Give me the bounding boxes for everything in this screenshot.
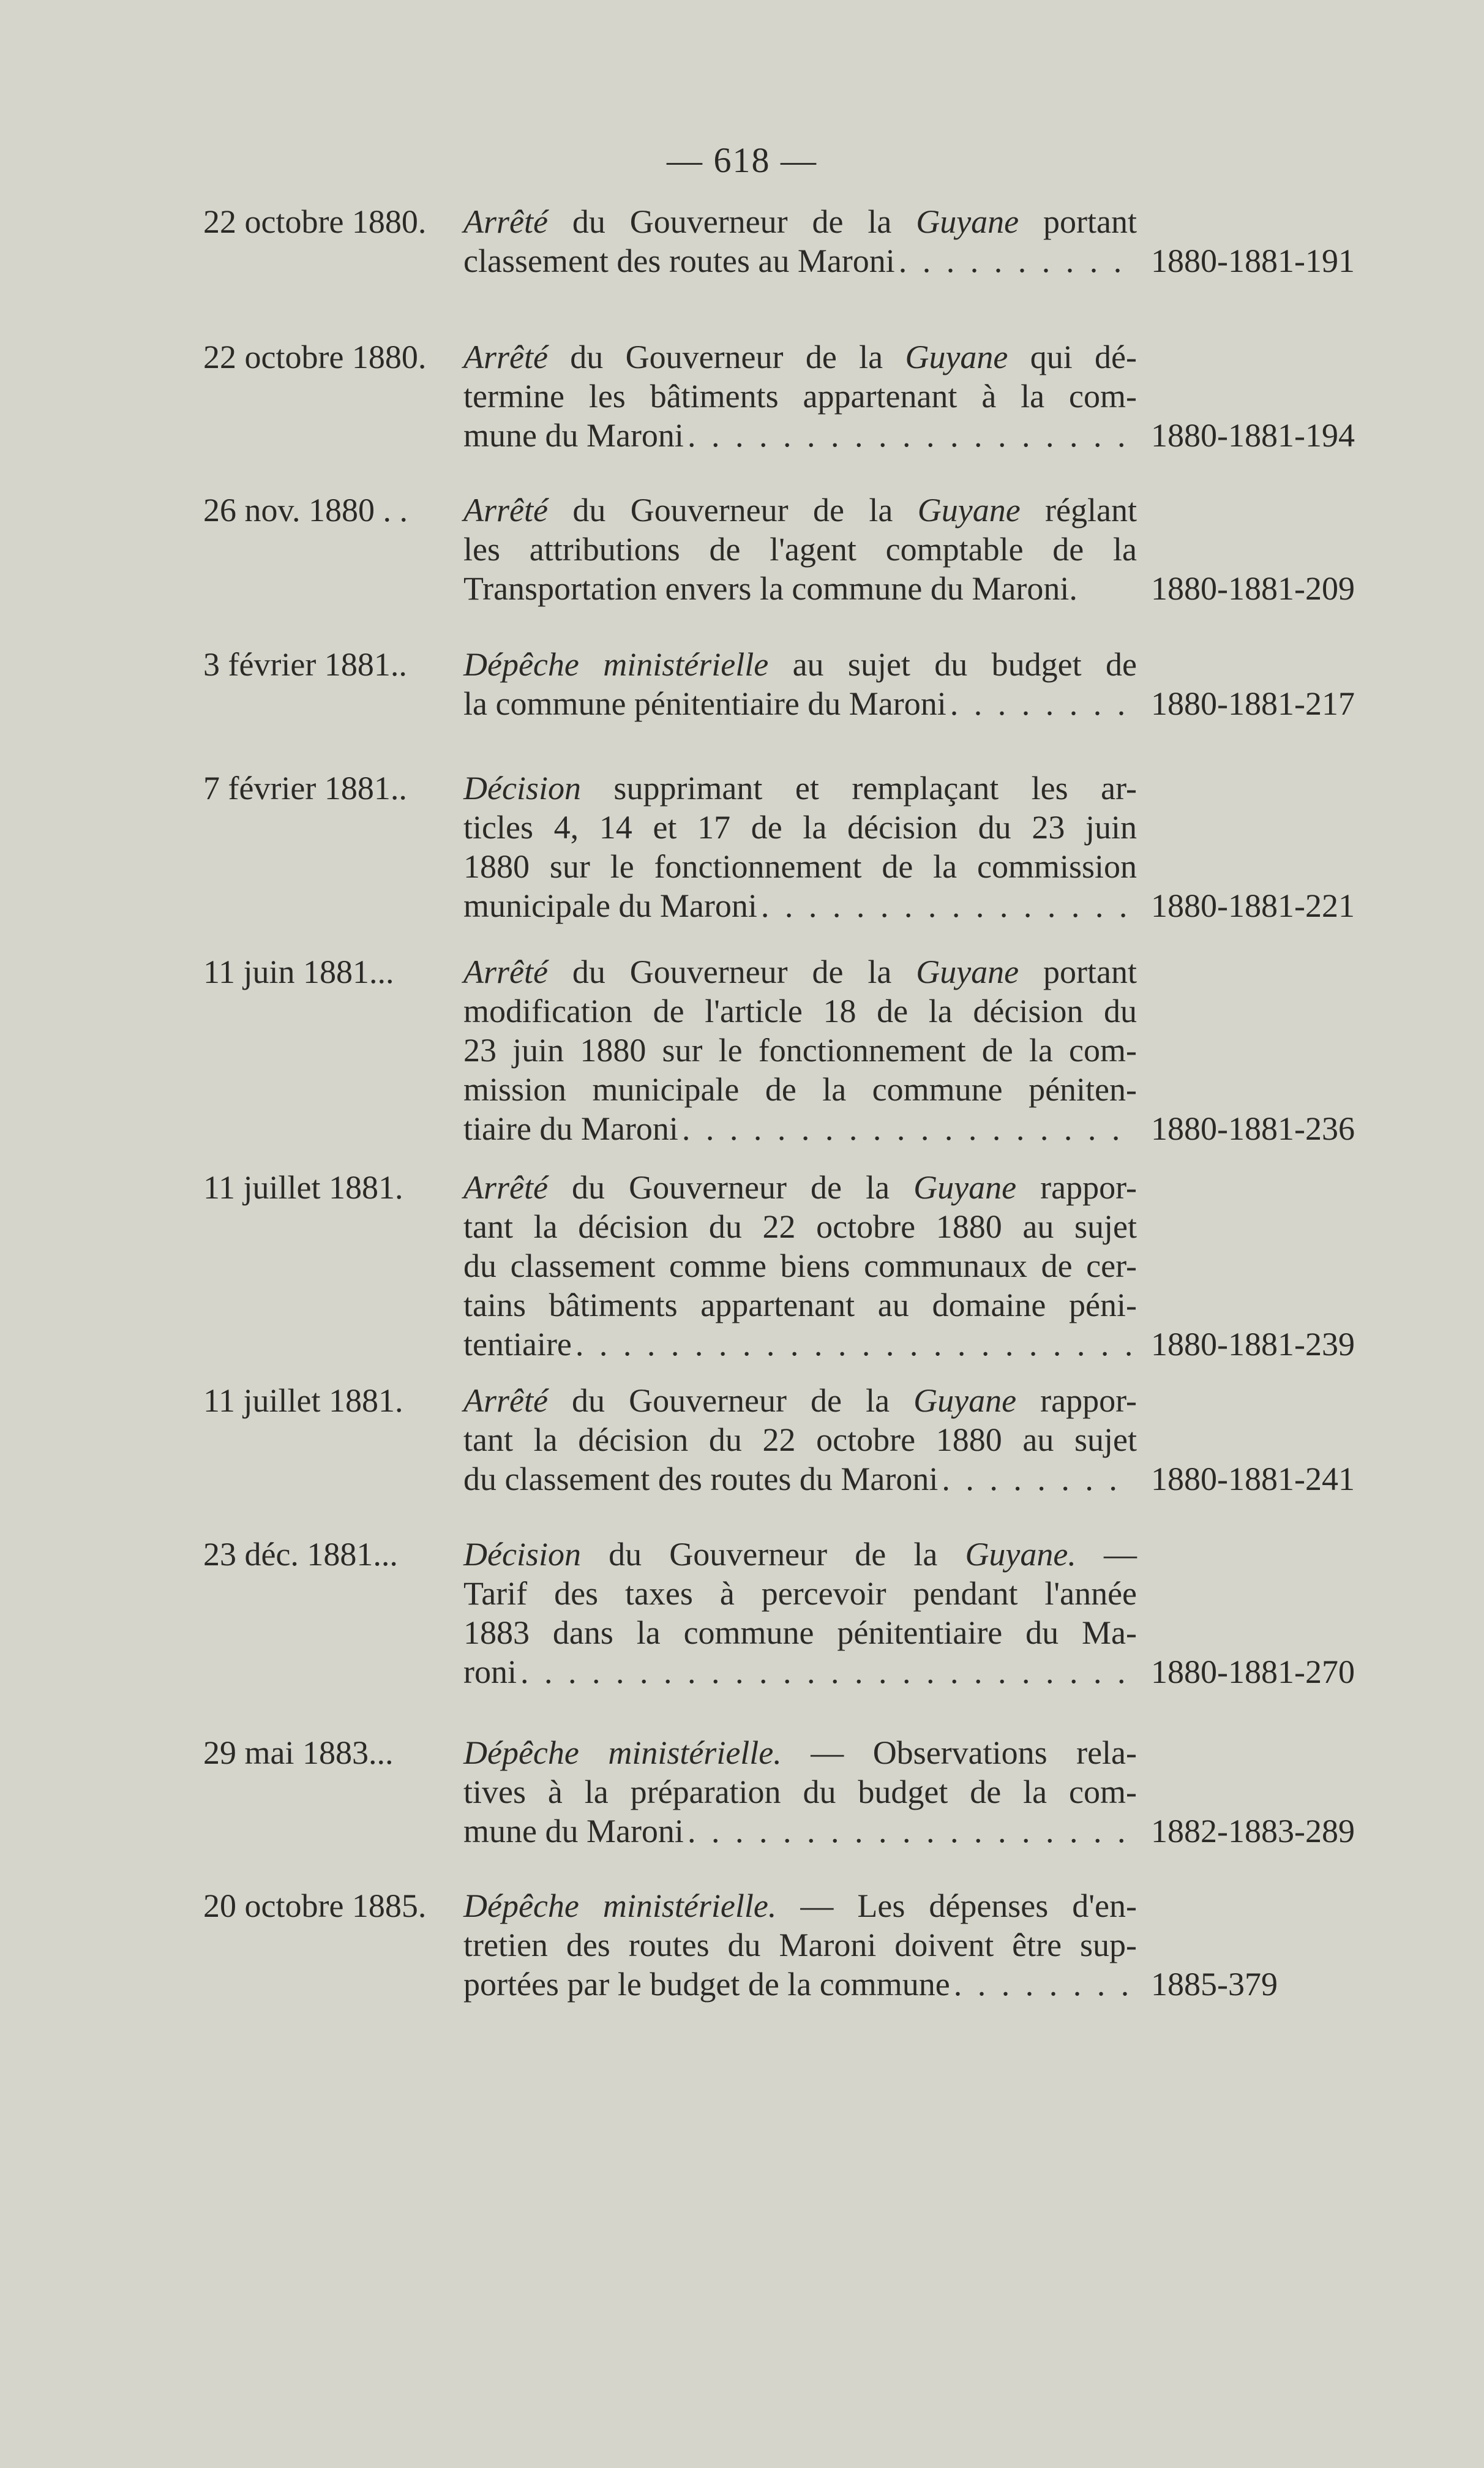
entry-description [463, 1886, 1137, 2004]
text-segment: — [1076, 1536, 1137, 1573]
text-segment: Tarif des taxes à percevoir pendant l'année [463, 1575, 1137, 1612]
entry-description [463, 645, 1137, 723]
description-line [463, 1772, 1137, 1811]
entry-reference: 1880-1881-217 [1151, 685, 1355, 722]
description-line [463, 1652, 1137, 1691]
italic-text: Arrêté [463, 1382, 548, 1419]
entry-date: 11 juillet 1881. [203, 1382, 403, 1419]
description-line [463, 1109, 1137, 1148]
entry-date: 7 février 1881.. [203, 770, 407, 807]
text-segment: classement des routes au Maroni [463, 243, 895, 279]
text-segment: les attributions de l'agent comptable de la [463, 531, 1137, 568]
italic-text: Arrêté [463, 339, 548, 375]
text-segment: réglant [1020, 492, 1137, 529]
description-line [463, 1285, 1137, 1325]
description-line [463, 1168, 1137, 1207]
description-line [463, 1965, 1137, 2004]
text-segment: modification de l'article 18 de la décision du [463, 993, 1137, 1029]
text-segment: du classement des routes du Maroni [463, 1461, 939, 1497]
entry-reference: 1880-1881-221 [1151, 887, 1355, 924]
entry-date: 20 octobre 1885. [203, 1887, 427, 1924]
entry-reference: 1880-1881-194 [1151, 417, 1355, 454]
text-segment: tant la décision du 22 octobre 1880 au sujet [463, 1208, 1137, 1245]
entry-reference: 1880-1881-236 [1151, 1110, 1355, 1147]
text-segment: 23 juin 1880 sur le fonctionnement de la com- [463, 1032, 1137, 1069]
description-line [463, 569, 1137, 608]
entry-reference: 1880-1881-209 [1151, 570, 1355, 607]
description-line [463, 530, 1137, 569]
entry-date: 26 nov. 1880 . . [203, 492, 408, 529]
entry-description [463, 491, 1137, 608]
description-line [463, 1459, 1137, 1499]
text-segment: 1883 dans la commune pénitentiaire du Ma- [463, 1614, 1137, 1651]
italic-text: Guyane [916, 203, 1019, 240]
description-line [463, 1733, 1137, 1772]
italic-text: Arrêté [463, 492, 548, 529]
entry-description [463, 1168, 1137, 1364]
description-line [463, 1574, 1137, 1613]
text-segment: du Gouverneur de la [580, 1536, 965, 1573]
description-line [463, 241, 1137, 280]
text-segment: ticles 4, 14 et 17 de la décision du 23 juin [463, 809, 1137, 846]
leader-dots [950, 684, 1133, 723]
leader-dots [682, 1109, 1133, 1148]
text-segment: mission municipale de la commune péniten- [463, 1071, 1137, 1108]
italic-text: Guyane [913, 1382, 1017, 1419]
italic-text: Guyane [913, 1169, 1017, 1206]
text-segment: — Les dépenses d'en- [776, 1887, 1137, 1924]
text-segment: du Gouverneur de la [547, 492, 918, 529]
entry-description [463, 337, 1137, 455]
leader-dots [899, 241, 1133, 280]
description-line [463, 1070, 1137, 1109]
entry-description [463, 1733, 1137, 1851]
description-line [463, 886, 1137, 925]
entry-date: 11 juillet 1881. [203, 1169, 403, 1206]
leader-dots [761, 886, 1133, 925]
entry-reference: 1880-1881-239 [1151, 1326, 1355, 1363]
italic-text: Dépêche ministérielle [463, 646, 769, 683]
description-line [463, 847, 1137, 886]
description-line [463, 952, 1137, 991]
text-segment: termine les bâtiments appartenant à la com- [463, 378, 1137, 415]
entry-date: 29 mai 1883... [203, 1734, 394, 1771]
italic-text: Dépêche ministérielle. [463, 1887, 777, 1924]
description-line [463, 416, 1137, 455]
description-line [463, 645, 1137, 684]
italic-text: Guyane [905, 339, 1008, 375]
text-segment: municipale du Maroni [463, 887, 757, 924]
italic-text: Décision [463, 1536, 581, 1573]
entry-description [463, 952, 1137, 1148]
description-line [463, 769, 1137, 808]
description-line [463, 1381, 1137, 1420]
entry-reference: 1885-379 [1151, 1966, 1278, 2003]
text-segment: Transportation envers la commune du Maroni. [463, 570, 1077, 607]
description-line [463, 377, 1137, 416]
text-segment: mune du Maroni [463, 417, 684, 454]
description-line [463, 1207, 1137, 1246]
text-segment: tives à la préparation du budget de la com- [463, 1774, 1137, 1810]
text-segment: du Gouverneur de la [547, 339, 905, 375]
entry-date: 11 juin 1881... [203, 954, 394, 990]
text-segment: rappor- [1016, 1169, 1137, 1206]
leader-dots [688, 1811, 1133, 1851]
leader-dots [575, 1325, 1133, 1364]
text-segment: rappor- [1016, 1382, 1137, 1419]
italic-text: Arrêté [463, 954, 548, 990]
page-number: — 618 — [667, 140, 817, 180]
text-segment: la commune pénitentiaire du Maroni [463, 685, 946, 722]
entry-date: 22 octobre 1880. [203, 339, 427, 375]
text-segment: tains bâtiments appartenant au domaine péni- [463, 1287, 1137, 1323]
italic-text: Arrêté [463, 203, 548, 240]
entry-reference: 1880-1881-191 [1151, 243, 1355, 279]
text-segment: — Observations rela- [781, 1734, 1137, 1771]
description-line [463, 1613, 1137, 1652]
text-segment: au sujet du budget de [768, 646, 1137, 683]
leader-dots [688, 416, 1133, 455]
description-line [463, 991, 1137, 1031]
entry-description [463, 1381, 1137, 1499]
italic-text: Arrêté [463, 1169, 548, 1206]
description-line [463, 1886, 1137, 1925]
text-segment: du Gouverneur de la [547, 203, 916, 240]
text-segment: portées par le budget de la commune [463, 1966, 950, 2003]
description-line [463, 1325, 1137, 1364]
text-segment: mune du Maroni [463, 1813, 684, 1849]
entry-reference: 1882-1883-289 [1151, 1813, 1355, 1849]
text-segment: du classement comme biens communaux de cer- [463, 1247, 1137, 1284]
entry-description [463, 1535, 1137, 1691]
text-segment: tiaire du Maroni [463, 1110, 678, 1147]
italic-text: Guyane [917, 492, 1021, 529]
text-segment: du Gouverneur de la [547, 1169, 914, 1206]
text-segment: portant [1019, 203, 1137, 240]
entry-reference: 1880-1881-270 [1151, 1653, 1355, 1690]
entry-date: 22 octobre 1880. [203, 203, 427, 240]
description-line [463, 1535, 1137, 1574]
text-segment: supprimant et remplaçant les ar- [580, 770, 1137, 807]
leader-dots [954, 1965, 1133, 2004]
description-line [463, 337, 1137, 377]
description-line [463, 808, 1137, 847]
text-segment: 1880 sur le fonctionnement de la commission [463, 848, 1137, 885]
description-line [463, 202, 1137, 241]
italic-text: Dépêche ministérielle. [463, 1734, 782, 1771]
entry-description [463, 202, 1137, 280]
text-segment: du Gouverneur de la [547, 1382, 914, 1419]
description-line [463, 1031, 1137, 1070]
description-line [463, 491, 1137, 530]
italic-text: Guyane [916, 954, 1019, 990]
italic-text: Guyane. [965, 1536, 1076, 1573]
description-line [463, 1420, 1137, 1459]
text-segment: tretien des routes du Maroni doivent être sup- [463, 1927, 1137, 1963]
entry-date: 23 déc. 1881... [203, 1536, 398, 1573]
text-segment: roni [463, 1653, 517, 1690]
description-line [463, 1246, 1137, 1285]
text-segment: portant [1019, 954, 1137, 990]
text-segment: tant la décision du 22 octobre 1880 au sujet [463, 1421, 1137, 1458]
text-segment: qui dé- [1008, 339, 1137, 375]
description-line [463, 684, 1137, 723]
text-segment: tentiaire [463, 1326, 572, 1363]
entry-reference: 1880-1881-241 [1151, 1461, 1355, 1497]
entry-date: 3 février 1881.. [203, 646, 407, 683]
leader-dots [520, 1652, 1133, 1691]
description-line [463, 1811, 1137, 1851]
entry-description [463, 769, 1137, 925]
description-line [463, 1925, 1137, 1965]
text-segment: du Gouverneur de la [547, 954, 916, 990]
italic-text: Décision [463, 770, 581, 807]
leader-dots [942, 1459, 1133, 1499]
